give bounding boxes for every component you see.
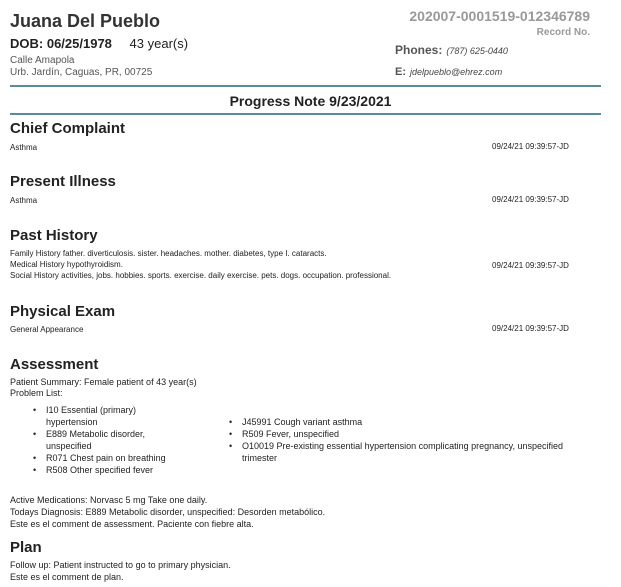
problem-item: [30, 464, 190, 476]
problem-list-label: Problem List:: [10, 388, 63, 398]
physical-exam-text: General Appearance: [10, 325, 84, 334]
active-medications: Active Medications: Norvasc 5 mg Take one daily.: [10, 495, 208, 505]
address-line-2: Urb. Jardín, Caguas, PR, 00725: [10, 67, 153, 78]
header-divider-top: [10, 85, 601, 87]
patient-dob-line: [10, 36, 188, 51]
phone-value: (787) 625-0440: [446, 46, 508, 56]
present-illness-heading: Present Illness: [10, 173, 116, 190]
problem-label: I10 Essential (primary) hypertension: [46, 405, 137, 427]
problem-item: [30, 428, 190, 452]
bullet: •: [229, 429, 233, 439]
header-divider-bottom: [10, 113, 601, 115]
phones-line: [395, 43, 508, 57]
assessment-heading: Assessment: [10, 356, 99, 373]
problem-list-right: [226, 416, 586, 464]
problem-list-left: [30, 404, 190, 476]
bullet: •: [229, 417, 233, 427]
problem-label: E889 Metabolic disorder, unspecified: [46, 429, 146, 451]
problem-label: O10019 Pre-existing essential hypertension complicating pregnancy, unspecified trimester: [242, 441, 564, 463]
email-value[interactable]: jdelpueblo@ehrez.com: [410, 67, 503, 77]
past-history-heading: Past History: [10, 227, 98, 244]
problem-item: [226, 416, 586, 428]
plan-comment: Este es el comment de plan.: [10, 572, 124, 582]
problem-label: R509 Fever, unspecified: [242, 429, 340, 439]
record-number: 202007-0001519-012346789: [409, 8, 590, 24]
record-label: Record No.: [536, 27, 590, 38]
todays-diagnosis: Todays Diagnosis: E889 Metabolic disorder, unspecified: Desorden metabólico.: [10, 507, 326, 517]
bullet: •: [33, 453, 37, 463]
bullet: •: [33, 405, 37, 415]
past-history-family: Family History father. diverticulosis. sister. headaches. mother. diabetes, type I. cataracts.: [10, 249, 327, 258]
problem-label: J45991 Cough variant asthma: [242, 417, 363, 427]
past-history-timestamp: 09/24/21 09:39:57-JD: [492, 261, 569, 270]
bullet: •: [33, 465, 37, 475]
address-line-1: Calle Amapola: [10, 55, 75, 66]
chief-complaint-heading: Chief Complaint: [10, 120, 125, 137]
present-illness-timestamp: 09/24/21 09:39:57-JD: [492, 195, 569, 204]
phones-label: Phones:: [395, 43, 443, 57]
plan-follow-up: Follow up: Patient instructed to go to primary physician.: [10, 560, 231, 570]
patient-summary: Patient Summary: Female patient of 43 year(s): [10, 377, 197, 387]
dob-label: DOB:: [10, 36, 44, 51]
dob-value: 06/25/1978: [46, 36, 112, 51]
problem-item: [226, 428, 586, 440]
bullet: •: [229, 441, 233, 451]
note-title: Progress Note 9/23/2021: [229, 93, 392, 109]
past-history-social: Social History activities, jobs. hobbies. sports. exercise. daily exercise. pets. dogs. occupation. professional.: [10, 271, 392, 280]
chief-complaint-timestamp: 09/24/21 09:39:57-JD: [492, 142, 569, 151]
present-illness-text: Asthma: [10, 196, 38, 205]
chief-complaint-text: Asthma: [10, 143, 38, 152]
bullet: •: [33, 429, 37, 439]
problem-item: [226, 440, 586, 464]
assessment-comment: Este es el comment de assessment. Paciente con fiebre alta.: [10, 519, 254, 529]
physical-exam-heading: Physical Exam: [10, 303, 116, 320]
physical-exam-timestamp: 09/24/21 09:39:57-JD: [492, 324, 569, 333]
problem-item: [30, 452, 190, 464]
plan-heading: Plan: [10, 539, 42, 556]
patient-age: 43 year(s): [129, 36, 189, 51]
problem-label: R071 Chest pain on breathing: [46, 453, 166, 463]
patient-name: Juana Del Pueblo: [10, 11, 161, 31]
problem-label: R508 Other specified fever: [46, 465, 154, 475]
problem-item: [30, 404, 190, 428]
past-history-medical: Medical History hypothyroidism.: [10, 260, 123, 269]
email-line: [395, 66, 502, 78]
email-label: E:: [395, 66, 406, 78]
